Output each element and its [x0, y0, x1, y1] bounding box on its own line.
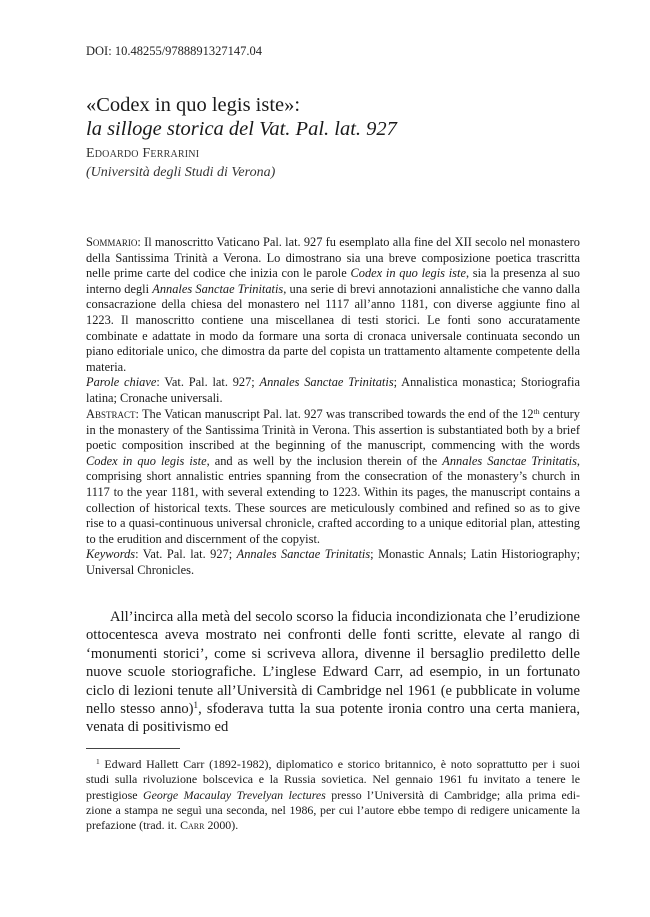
footnote-rule	[86, 748, 180, 749]
author-block	[86, 144, 275, 182]
footnote-text-c: 2000).	[204, 818, 239, 833]
body-paragraph	[86, 608, 580, 737]
sommario-title-italic: Codex in quo legis iste	[350, 266, 466, 281]
sommario-annales-italic: Annales Sanctae Trinitatis	[152, 281, 284, 296]
footnote-reference[interactable]: 1	[193, 700, 199, 711]
sommario-block	[86, 235, 580, 407]
footnote-text-a: Edward Hallett Carr (1892-1982), diplomatico e storico britannico, è noto soprattutto per i suoi studi sulla rivoluzione bolscevica e la Russia sovietica. Nel gennaio 1961 fu invitato a tenere le prestigiose	[86, 757, 580, 802]
footnote-lectures-italic: George Macaulay Trevelyan lectures	[142, 787, 326, 802]
abstract-text-b: century in the monastery of the Santissima Trinità in Verona. This assertion is substantiated both by a brief poetic composition inscribed at the beginning of the manuscript, commencing with the words	[86, 407, 580, 453]
parole-chiave-b: ; Annalistica monastica; Storiografia latina; Cronache universali.	[86, 375, 580, 405]
author-affiliation: (Università degli Studi di Verona)	[86, 165, 276, 180]
author-name: Edoardo Ferrarini	[86, 146, 200, 161]
parole-chiave-label: Parole chiave	[86, 375, 157, 390]
footnote-citation: Carr	[180, 818, 205, 833]
article-title	[86, 93, 397, 141]
sommario-text-a: Il manoscritto Vaticano Pal. lat. 927 fu esemplato alla fine del XII secolo nel monastero della Santissima Trinità a Verona. Lo dimostrano sia una breve composizione poetica trascritta nelle prime carte del codice che inizia con le parole	[86, 235, 580, 281]
keywords-a: : Vat. Pal. lat. 927;	[135, 547, 237, 562]
abstract-text-d: , comprising short annalistic entries spanning from the consecration of the monastery’s church in 1117 to the year 1181, with several extending to 1223. Within its pages, the manuscript contains a collection of historical texts. These sources are meticulously combined and refined so as to give rise to a quasi-continuous universal chronicle, crafted according to a unique editorial plan, attesting to the erudition and discernment of the copyist.	[86, 453, 580, 546]
footnote-text-b: presso l’Università di Cambridge; alla prima edi- zione a stampa ne seguì una seconda, nel 1986, per cui l’autore ebbe tempo di redigere unicamente la prefazione (trad. it.	[86, 787, 580, 833]
abstract-block	[86, 407, 580, 579]
sommario-text-b: , sia la presenza al suo interno degli	[86, 266, 580, 296]
title-line-1: «Codex in quo legis iste»:	[86, 94, 301, 116]
abstract-text-a: The Vatican manuscript Pal. lat. 927 was transcribed towards the end of the 12	[138, 407, 534, 421]
abstract-title-italic: Codex in quo legis iste	[86, 453, 207, 468]
body-text-b: , sfoderava tutta la sua potente ironia contro una certa maniera, venata di positivismo ed	[86, 701, 580, 736]
abstract-annales-italic: Annales Sanctae Trinitatis	[442, 453, 577, 468]
abstract-label: Abstract:	[86, 407, 139, 421]
abstract-sup-th: th	[533, 406, 540, 416]
title-line-2: la silloge storica del Vat. Pal. lat. 927	[86, 118, 397, 140]
sommario-label: Sommario:	[86, 235, 141, 249]
keywords-label: Keywords	[86, 547, 136, 562]
doi-line: DOI: 10.48255/9788891327147.04	[86, 44, 263, 58]
abstract-text-c: , and as well by the inclusion therein of the	[206, 453, 443, 468]
parole-chiave-a: : Vat. Pal. lat. 927;	[156, 375, 260, 390]
parole-chiave-italic: Annales Sanctae Trinitatis	[259, 375, 394, 390]
footnote-1	[86, 757, 580, 833]
body-text	[86, 608, 580, 737]
footnote-number: 1	[96, 756, 100, 766]
sommario-text-c: , una serie di brevi annotazioni annalistiche che vanno dalla consacrazione della chiesa del monastero nel 1117 all’anno 1181, con diverse aggiunte fino al 1223. Il manoscritto contiene una miscellanea di testi storici. Le fonti sono accuratamente combinate e adattate in modo da formare una sorta di cronaca universale continuata secondo un piano editoriale unico, che dimostra da parte del copista un trattamento altamente competente della materia.	[86, 281, 580, 374]
keywords-b: ; Monastic Annals; Latin Historiography; Universal Chronicles.	[86, 547, 581, 577]
keywords-italic: Annales Sanctae Trinitatis	[236, 547, 371, 562]
body-text-a: All’incirca alla metà del secolo scorso la fiducia incondizionata che l’erudizione ottocentesca aveva mostrato nei confronti delle fonti scritte, elevate al rango di ‘monumenti storici’, come si scriveva allora, divenne il bersaglio prediletto delle nuove scuole storiografiche. L’inglese Edward Carr, ad esempio, in un fortunato ciclo di lezioni tenute all’Università di Cambridge nel 1961 (e pubblicate in volume nello stesso anno)	[86, 609, 580, 718]
